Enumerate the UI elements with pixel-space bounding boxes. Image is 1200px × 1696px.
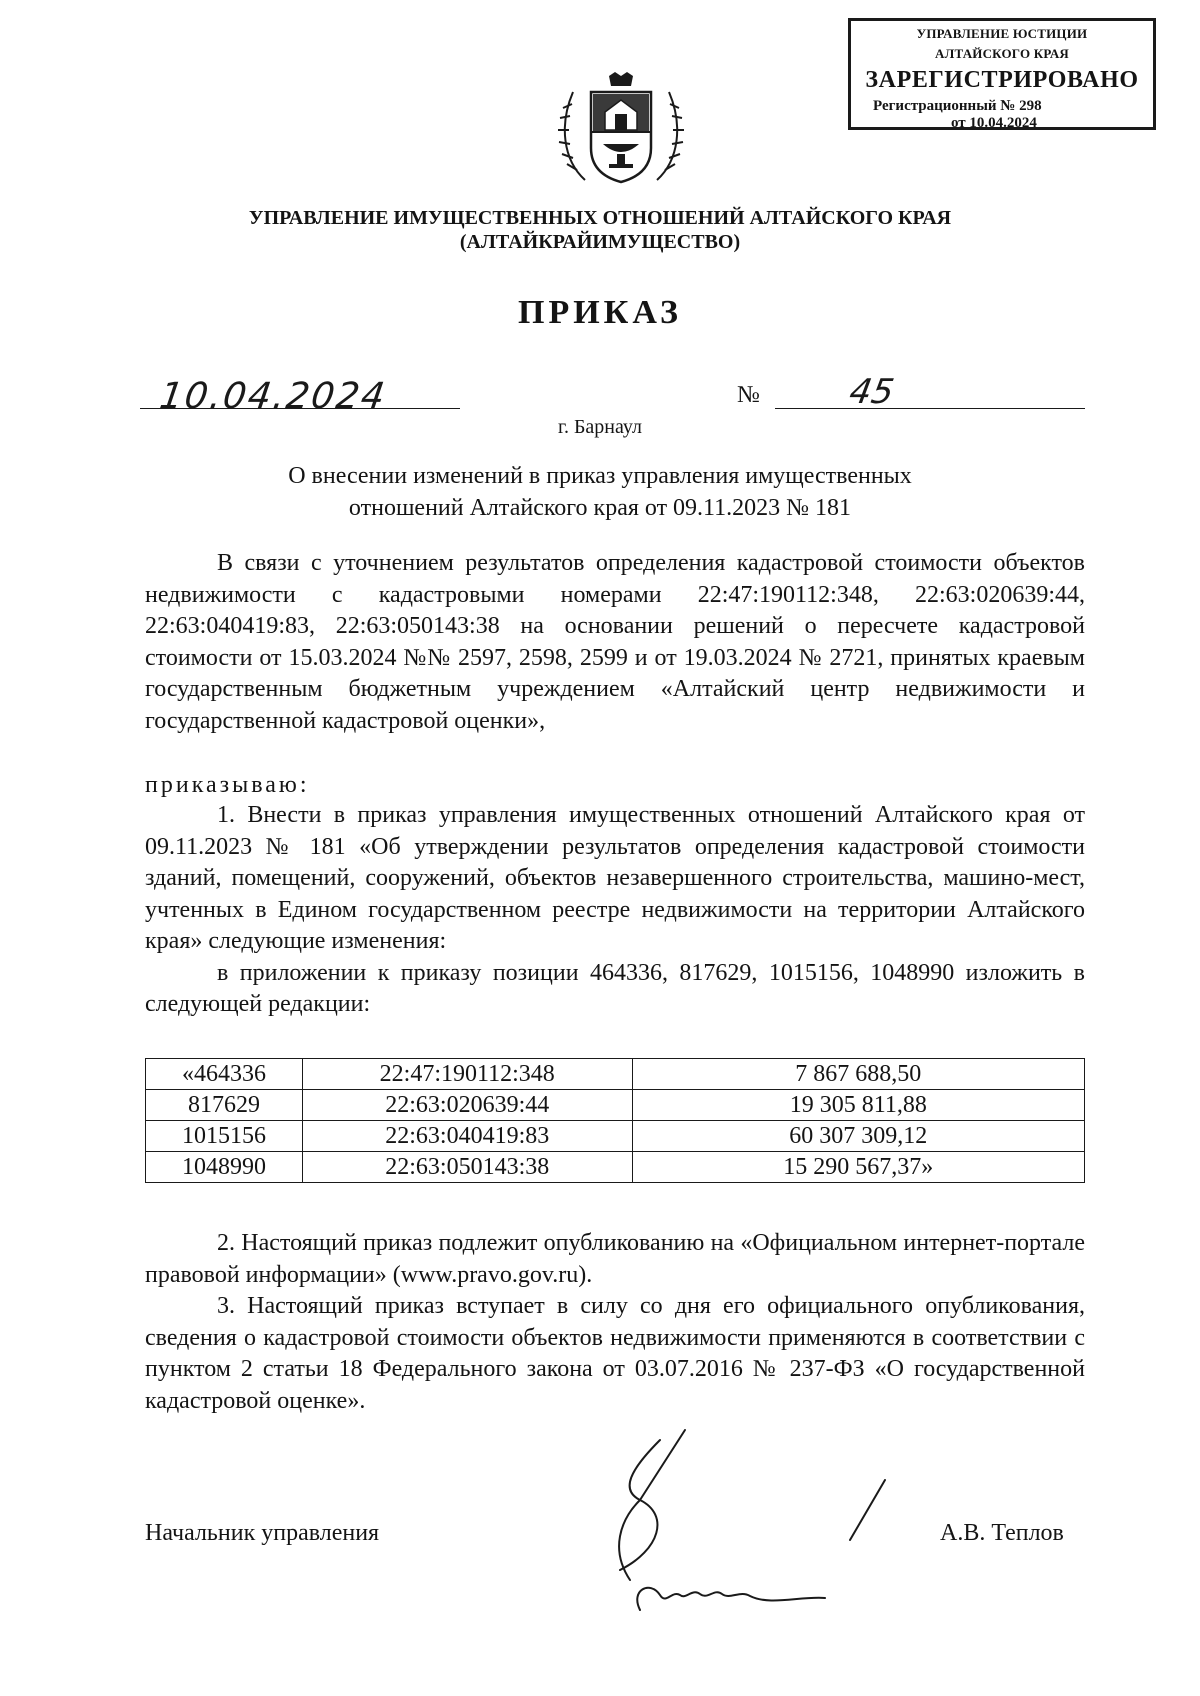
- signatory-name: А.В. Теплов: [940, 1520, 1064, 1546]
- position-cell: 817629: [146, 1090, 303, 1121]
- registration-stamp: [848, 18, 1156, 130]
- signatory-position: Начальник управления: [145, 1520, 380, 1546]
- item-1-paragraph: 1. Внести в приказ управления имущественных отношений Алтайского края от 09.11.2023 № 181 «Об утверждении результатов определения кадастровой стоимости зданий, помещений, сооружений, объектов незавершенного строительства, машино-мест, учтенных в Едином государственном реестре недвижимости на территории Алтайского края» следующие изменения:: [145, 802, 1085, 954]
- table-row: [146, 1121, 1085, 1152]
- issuer-short-name: (АЛТАЙКРАЙИМУЩЕСТВО): [459, 231, 741, 253]
- date-underline: [140, 408, 460, 409]
- cadastral-value-cell: 7 867 688,50: [632, 1059, 1084, 1090]
- number-label: №: [737, 382, 760, 408]
- subject-line1: О внесении изменений в приказ управления имущественных: [288, 463, 912, 489]
- cadastral-number-cell: 22:63:020639:44: [302, 1090, 632, 1121]
- position-cell: 1015156: [146, 1121, 303, 1152]
- coat-of-arms-emblem: [555, 70, 687, 190]
- city: г. Барнаул: [558, 416, 642, 438]
- cadastral-value-cell: 60 307 309,12: [632, 1121, 1084, 1152]
- table-row: [146, 1059, 1085, 1090]
- position-cell: 1048990: [146, 1152, 303, 1183]
- stamp-reg-number: Регистрационный № 298: [873, 98, 1042, 114]
- item-1-block: [145, 800, 1085, 1021]
- issuer-name: УПРАВЛЕНИЕ ИМУЩЕСТВЕННЫХ ОТНОШЕНИЙ АЛТАЙСКОГО КРАЯ: [248, 207, 952, 229]
- item-1-sub-paragraph: в приложении к приказу позиции 464336, 817629, 1015156, 1048990 изложить в следующей редакции:: [145, 959, 1085, 1017]
- order-subject: [0, 460, 1200, 524]
- order-word: приказываю:: [145, 772, 310, 798]
- preamble-paragraph: В связи с уточнением результатов определения кадастровой стоимости объектов недвижимости с кадастровыми номерами 22:47:190112:348, 22:63:020639:44, 22:63:040419:83, 22:63:050143:38 на основании решений о пересчете кадастровой стоимости от 15.03.2024 №№ 2597, 2598, 2599 и от 19.03.2024 № 2721, принятых краевым государственным бюджетным учреждением «Алтайский центр недвижимости и государственной кадастровой оценки»,: [145, 550, 1085, 734]
- item-3-paragraph: 3. Настоящий приказ вступает в силу со дня его официального опубликования, сведения о кадастровой стоимости объектов недвижимости применяются в соответствии с пунктом 2 статьи 18 Федерального закона от 03.07.2016 № 237-ФЗ «О государственной кадастровой оценке».: [145, 1293, 1085, 1414]
- stamp-org-line1: УПРАВЛЕНИЕ ЮСТИЦИИ: [916, 26, 1088, 41]
- subject-line2: отношений Алтайского края от 09.11.2023 № 181: [348, 495, 852, 521]
- order-date: 10.04.2024: [157, 376, 390, 417]
- cadastral-value-cell: 19 305 811,88: [632, 1090, 1084, 1121]
- item-2-paragraph: 2. Настоящий приказ подлежит опубликованию на «Официальном интернет-портале правовой информации» (www.pravo.gov.ru).: [145, 1230, 1085, 1288]
- cadastral-number-cell: 22:47:190112:348: [302, 1059, 632, 1090]
- final-items-block: [145, 1228, 1085, 1417]
- handwritten-signature: [600, 1420, 920, 1640]
- position-cell: «464336: [146, 1059, 303, 1090]
- number-underline: [775, 408, 1085, 409]
- table-row: [146, 1090, 1085, 1121]
- cadastral-value-cell: 15 290 567,37»: [632, 1152, 1084, 1183]
- cadastral-number-cell: 22:63:050143:38: [302, 1152, 632, 1183]
- stamp-org-line2: АЛТАЙСКОГО КРАЯ: [935, 46, 1069, 61]
- cadastral-value-table: [145, 1058, 1085, 1183]
- table-row: [146, 1152, 1085, 1183]
- document-title: ПРИКАЗ: [518, 294, 682, 331]
- issuer-header: [0, 206, 1200, 254]
- stamp-reg-date: от 10.04.2024: [951, 115, 1037, 131]
- cadastral-number-cell: 22:63:040419:83: [302, 1121, 632, 1152]
- stamp-registered: ЗАРЕГИСТРИРОВАНО: [865, 67, 1139, 93]
- order-number: 45: [846, 372, 897, 412]
